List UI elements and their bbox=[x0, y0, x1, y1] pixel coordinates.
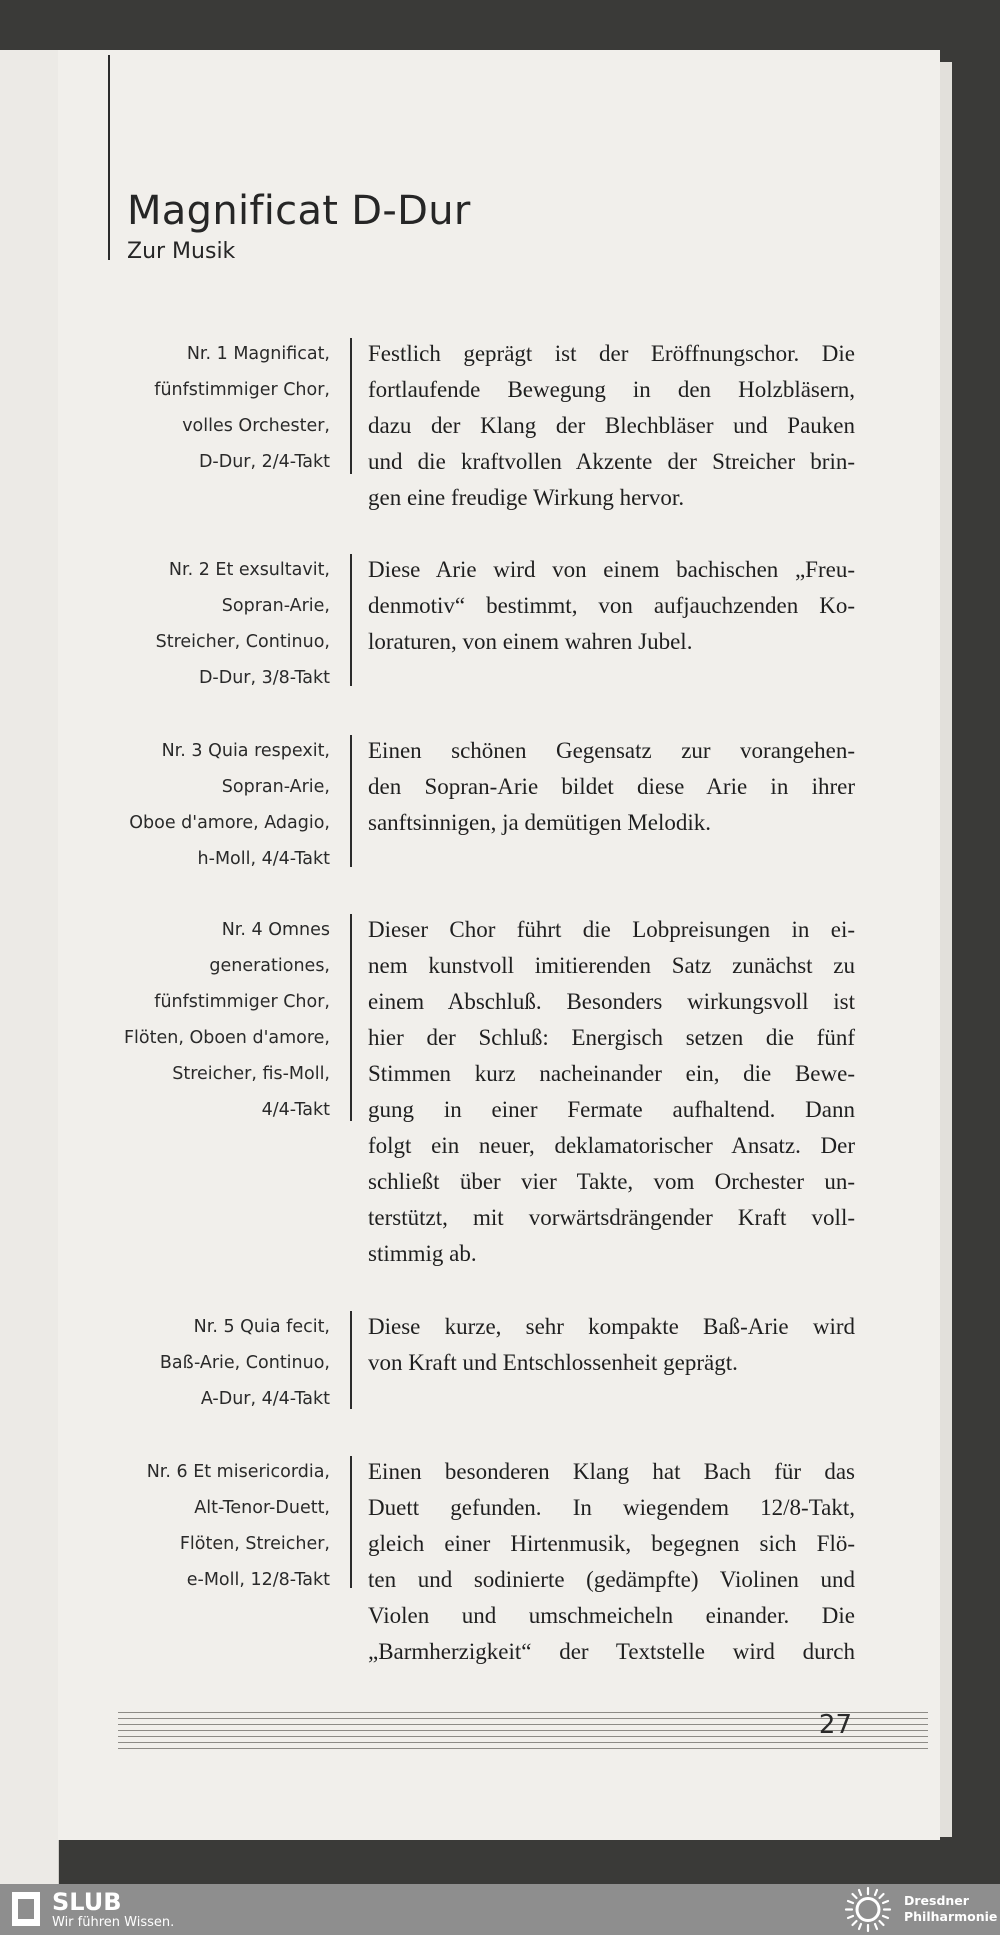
movement-label: Nr. 3 Quia respexit, Sopran-Arie, Oboe d'amore, Adagio, h-Moll, 4/4-Takt bbox=[129, 741, 330, 869]
movement-label: Nr. 4 Omnes generationes, fünfstimmiger Chor, Flöten, Oboen d'amore, Streicher, fis-Moll, 4/4-Takt bbox=[123, 920, 330, 1120]
heading-rule bbox=[108, 55, 110, 260]
movement-description: Diese Arie wird von einem bachischen „Freu- denmotiv“ bestimmt, von aufjauchzenden Ko- loraturen, von einem wahren Jubel. bbox=[368, 557, 855, 654]
page-subtitle: Zur Musik bbox=[127, 239, 236, 264]
movement-divider bbox=[350, 735, 352, 867]
page-number: 27 bbox=[818, 1710, 852, 1740]
movement-label: Nr. 5 Quia fecit, Baß-Arie, Continuo, A-Dur, 4/4-Takt bbox=[159, 1317, 330, 1409]
movement-divider bbox=[350, 1456, 352, 1588]
page-right-edge bbox=[940, 62, 952, 1837]
slub-tagline: Wir führen Wissen. bbox=[52, 1915, 175, 1930]
movement-label: Nr. 2 Et exsultavit, Sopran-Arie, Streicher, Continuo, D-Dur, 3/8-Takt bbox=[155, 560, 330, 688]
movement-description: Dieser Chor führt die Lobpreisungen in ei- nem kunstvoll imitierenden Satz zunächst zu einem Abschluß. Besonders wirkungsvoll ist hier der Schluß: Energisch setzen die fünf Stimmen kurz nacheinander ein, die Bewe- gung in einer Fermate aufhaltend. Dann folgt ein neuer, deklamatorischer Ansatz. Der schließt über vier Takte, vom Orchester un- terstützt, mit vorwärtsdrängender Kraft voll- stimmig ab. bbox=[368, 917, 855, 1266]
movement-label: Nr. 6 Et misericordia, Alt-Tenor-Duett, Flöten, Streicher, e-Moll, 12/8-Takt bbox=[146, 1462, 330, 1590]
staff-line bbox=[118, 1748, 928, 1749]
movement-label: Nr. 1 Magnificat, fünfstimmiger Chor, volles Orchester, D-Dur, 2/4-Takt bbox=[154, 344, 330, 472]
philharmonie-name: Dresdner Philharmonie bbox=[904, 1893, 998, 1924]
movement-description: Diese kurze, sehr kompakte Baß-Arie wird von Kraft und Entschlossenheit geprägt. bbox=[368, 1314, 855, 1375]
staff-line bbox=[118, 1742, 928, 1743]
movement-description: Festlich geprägt ist der Eröffnungschor. Die fortlaufende Bewegung in den Holzbläsern, dazu der Klang der Blechbläser und Pauken und die kraftvollen Akzente der Streicher brin- gen eine freudige Wirkung hervor. bbox=[368, 341, 855, 510]
slub-title: SLUB bbox=[52, 1888, 122, 1916]
movement-description: Einen besonderen Klang hat Bach für das Duett gefunden. In wiegendem 12/8-Takt, gleich einer Hirtenmusik, begegnen sich Flö- ten und sodinierte (gedämpfte) Violinen und Violen und umschmeicheln einander. Die „Barmherzigkeit“ der Textstelle wird durch bbox=[368, 1459, 855, 1664]
movement-divider bbox=[350, 554, 352, 686]
slub-logo-icon bbox=[12, 1892, 40, 1926]
left-page-edge bbox=[0, 50, 59, 1885]
movement-divider bbox=[350, 914, 352, 1121]
philharmonie-logo-icon bbox=[842, 1886, 894, 1933]
footer-bar bbox=[0, 1884, 1000, 1935]
movement-divider bbox=[350, 1311, 352, 1409]
movement-description: Einen schönen Gegensatz zur vorangehen- den Sopran-Arie bildet diese Arie in ihrer sanftsinnigen, ja demütigen Melodik. bbox=[368, 738, 855, 835]
movement-divider bbox=[350, 338, 352, 474]
page-title: Magnificat D-Dur bbox=[127, 188, 471, 234]
